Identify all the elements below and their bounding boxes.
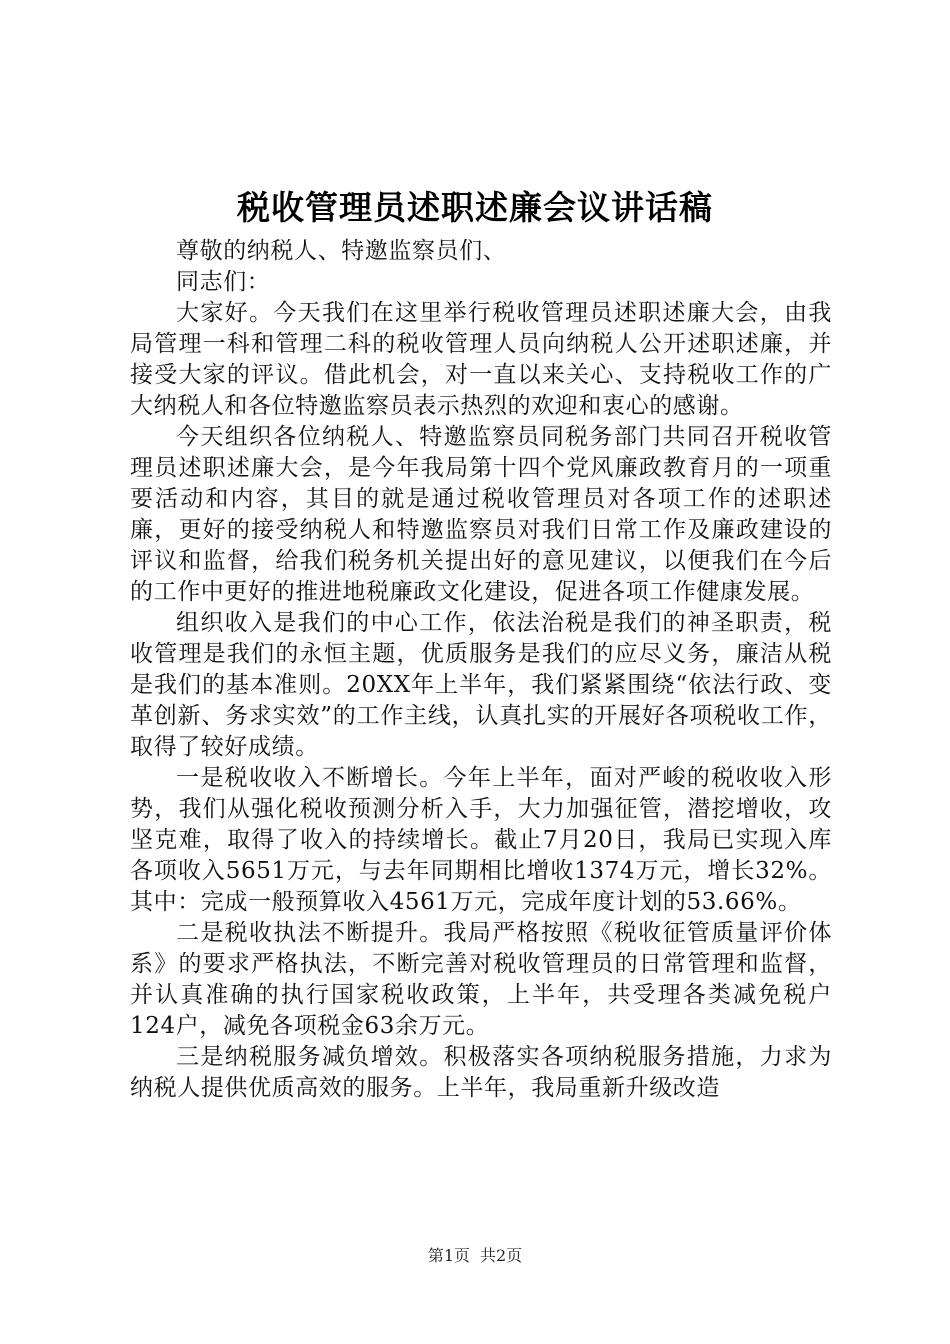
body-paragraph: 今天组织各位纳税人、特邀监察员同税务部门共同召开税收管理员述职述廉大会，是今年我局第十四个党风廉政教育月的一项重要活动和内容，其目的就是通过税收管理员对各项工作的述职述廉，更好的接受纳税人和特邀监察员对我们日常工作及廉政建设的评议和监督，给我们税务机关提出好的意见建议，以便我们在今后的工作中更好的推进地税廉政文化建设，促进各项工作健康发展。 (130, 424, 832, 605)
page-number: 第1页 (427, 1246, 470, 1265)
salutation-line: 尊敬的纳税人、特邀监察员们、 (176, 238, 507, 264)
page-total: 共2页 (480, 1246, 523, 1265)
salutation-line: 同志们： (176, 269, 271, 295)
body-paragraph: 组织收入是我们的中心工作，依法治税是我们的神圣职责，税收管理是我们的永恒主题，优质服务是我们的应尽义务，廉洁从税是我们的基本准则。20XX年上半年，我们紧紧围绕“依法行政、变革创新、务求实效”的工作主线，认真扎实的开展好各项税收工作，取得了较好成绩。 (130, 610, 832, 760)
page-footer (0, 1245, 950, 1267)
document-title: 税收管理员述职述廉会议讲话稿 (237, 188, 713, 227)
body-paragraph: 二是税收执法不断提升。我局严格按照《税收征管质量评价体系》的要求严格执法，不断完善对税收管理员的日常管理和监督，并认真准确的执行国家税收政策，上半年，共受理各类减免税户124户，减免各项税金63余万元。 (130, 920, 832, 1039)
body-paragraph: 大家好。今天我们在这里举行税收管理员述职述廉大会，由我局管理一科和管理二科的税收管理人员向纳税人公开述职述廉，并接受大家的评议。借此机会，对一直以来关心、支持税收工作的广大纳税人和各位特邀监察员表示热烈的欢迎和衷心的感谢。 (130, 300, 832, 419)
body-paragraph: 三是纳税服务减负增效。积极落实各项纳税服务措施，力求为纳税人提供优质高效的服务。上半年，我局重新升级改造 (130, 1044, 832, 1101)
body-paragraph: 一是税收收入不断增长。今年上半年，面对严峻的税收收入形势，我们从强化税收预测分析入手，大力加强征管，潜挖增收，攻坚克难，取得了收入的持续增长。截止7月20日，我局已实现入库各项收入5651万元，与去年同期相比增收1374万元，增长32%。其中：完成一般预算收入4561万元，完成年度计划的53.66%。 (130, 765, 832, 915)
document-body (130, 236, 832, 1104)
